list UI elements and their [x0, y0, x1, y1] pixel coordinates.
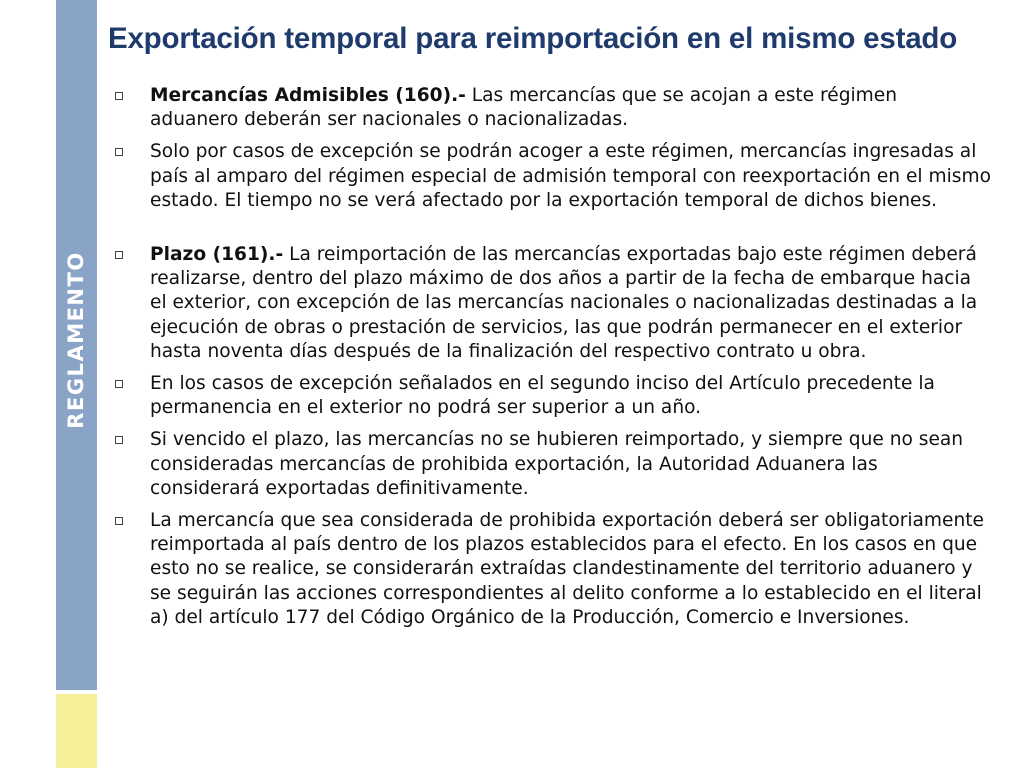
bullet-item — [111, 140, 991, 213]
sidebar-accent-block — [56, 694, 97, 768]
bullet-text: Solo por casos de excepción se podrán acoger a este régimen, mercancías ingresadas al país al amparo del régimen especial de admisión temporal con reexportación en el mismo estado. El tiempo no se verá afectado por la exportación temporal de dichos bienes. — [150, 141, 991, 211]
square-bullet-icon — [115, 380, 123, 388]
bullet-item — [111, 428, 991, 501]
bullet-text: Las mercancías que se acojan a este régimen aduanero deberán ser nacionales o nacionalizadas. — [150, 85, 897, 131]
bullet-text: En los casos de excepción señalados en el segundo inciso del Artículo precedente la permanencia en el exterior no podrá ser superior a un año. — [150, 373, 935, 419]
square-bullet-icon — [115, 148, 123, 156]
bullet-text: La reimportación de las mercancías exportadas bajo este régimen deberá realizarse, dentro del plazo máximo de dos años a partir de la fecha de embarque hacia el exterior, con excepción de las mercancías nacionales o nacionalizadas destinadas a la ejecución de obras o prestación de servicios, las que podrán permanecer en el exterior hasta noventa días después de la finalización del respectivo contrato u obra. — [150, 244, 978, 362]
bullet-text: La mercancía que sea considerada de prohibida exportación deberá ser obligatoriamente reimportada al país dentro de los plazos establecidos para el efecto. En los casos en que esto no se realice, se considerarán extraídas clandestinamente del territorio aduanero y se seguirán las acciones correspondientes al delito conforme a lo establecido en el literal a) del artículo 177 del Código Orgánico de la Producción, Comercio e Inversiones. — [150, 510, 984, 628]
square-bullet-icon — [115, 92, 123, 100]
square-bullet-icon — [115, 251, 123, 259]
bullet-item — [111, 84, 991, 132]
square-bullet-icon — [115, 517, 123, 525]
bullet-list — [111, 84, 991, 638]
sidebar-label: REGLAMENTO — [64, 251, 88, 429]
bullet-item — [111, 372, 991, 420]
slide-title: Exportación temporal para reimportación en el mismo estado — [108, 22, 958, 55]
bullet-text: Si vencido el plazo, las mercancías no se hubieren reimportado, y siempre que no sean consideradas mercancías de prohibida exportación, la Autoridad Aduanera las considerará exportadas definitivamente. — [150, 429, 964, 499]
bullet-heading: Plazo (161).- — [150, 244, 284, 266]
bullet-item — [111, 509, 991, 630]
square-bullet-icon — [115, 436, 123, 444]
bullet-heading: Mercancías Admisibles (160).- — [150, 85, 466, 106]
bullet-item — [111, 243, 991, 364]
